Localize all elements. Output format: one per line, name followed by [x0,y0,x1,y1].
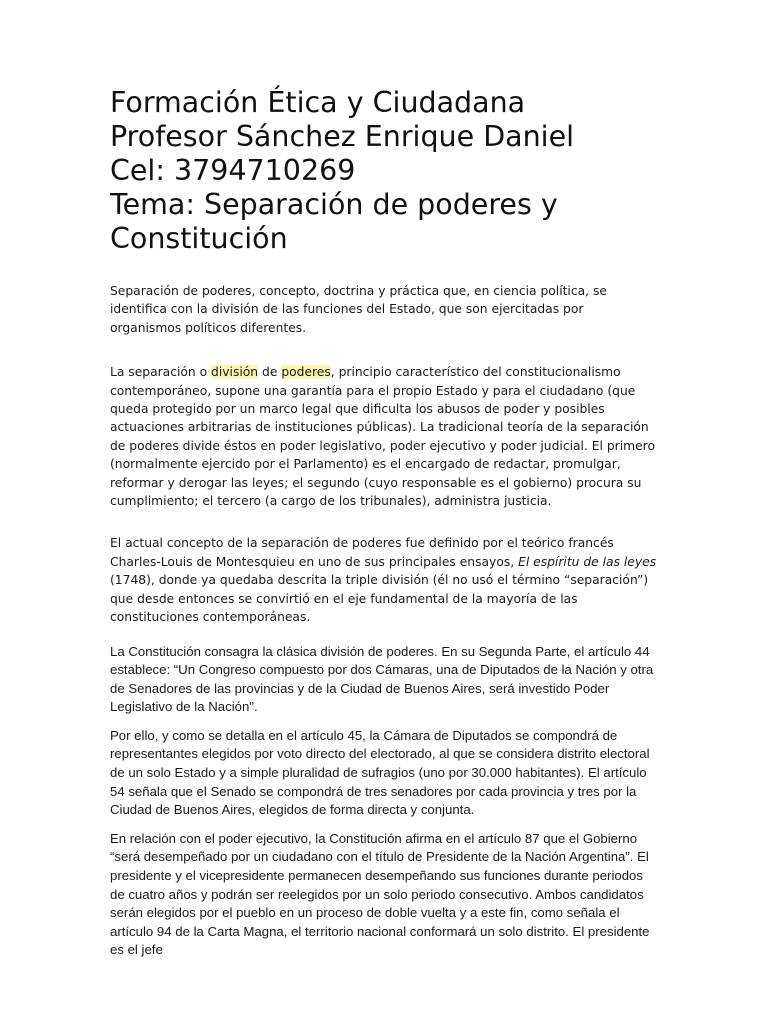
paragraph-montesquieu-post: (1748), donde ya quedaba descrita la triple división (él no usó el término “separación”) que desde entonces se convirtió en el eje fundamental de la mayoría de las constituciones contemporáneas. [110,573,649,625]
link-division[interactable]: división [211,365,259,380]
document-page [110,86,658,970]
heading-topic: Tema: Separación de poderes y [110,188,558,221]
paragraph-diputados [110,727,658,820]
paragraph-principle-post: , principio característico del constitucionalismo contemporáneo, supone una garantía para el propio Estado y para el ciudadano (que queda protegido por un marco legal que dificulta los abusos de poder y posibles actuaciones arbitrarias de instituciones públicas). La tradicional teoría de la separación de poderes divide éstos en poder legislativo, poder ejecutivo y poder judicial. El primero (normalmente ejercido por el Parlamento) es el encargado de redactar, promulgar, reformar y derogar las leyes; el segundo (cuyo responsable es el gobierno) procura su cumplimiento; el tercero (a cargo de los tribunales), administra justicia. [110,365,655,509]
paragraph-ejecutivo [110,830,658,960]
link-poderes[interactable]: poderes [281,365,331,380]
paragraph-constitution-text: La Constitución consagra la clásica división de poderes. En su Segunda Parte, el artículo 44 establece: “Un Congreso compuesto por dos Cámaras, una de Diputados de la Nación y otra de Senadores de las provincias y de la Ciudad de Buenos Aires, será investido Poder Legislativo de la Nación". [110,643,654,715]
paragraph-constitution [110,643,658,717]
paragraph-ejecutivo-text: En relación con el poder ejecutivo, la Constitución afirma en el artículo 87 que el Gobierno “será desempeñado por un ciudadano con el título de Presidente de la Nación Argentina”. El presidente y el vicepresidente permanecen desempeñando sus funciones durante periodos de cuatro años y podrán ser reelegidos por un solo periodo consecutivo. Ambos candidatos serán elegidos por el pueblo en un proceso de doble vuelta y a este fin, como señala el artículo 94 de la Carta Magna, el territorio nacional conformará un solo distrito. El presidente es el jefe [110,830,650,958]
paragraph-principle-pre: La separación o [110,365,212,380]
heading-phone: Cel: 3794710269 [110,154,356,187]
document-heading [110,86,658,256]
heading-topic-cont: Constitución [110,222,288,255]
paragraph-principle-mid: de [258,365,282,380]
paragraph-montesquieu [110,534,658,626]
paragraph-montesquieu-pre: El actual concepto de la separación de poderes fue definido por el teórico francés Charles-Louis de Montesquieu en uno de sus principales ensayos, [110,536,614,569]
paragraph-diputados-text: Por ello, y como se detalla en el artículo 45, la Cámara de Diputados se compondrá de representantes elegidos por voto directo del electorado, al que se considera distrito electoral de un solo Estado y a simple pluralidad de sufragios (uno por 30.000 habitantes). El artículo 54 señala que el Senado se compondrá de tres senadores por cada provincia y tres por la Ciudad de Buenos Aires, elegidos de forma directa y conjunta. [110,727,650,818]
heading-teacher: Profesor Sánchez Enrique Daniel [110,120,575,153]
paragraph-definition-text: Separación de poderes, concepto, doctrina y práctica que, en ciencia política, se identifica con la división de las funciones del Estado, que son ejercitadas por organismos políticos diferentes. [110,284,607,335]
paragraph-definition [110,282,658,337]
book-title: El espíritu de las leyes [518,554,657,569]
paragraph-principle [110,363,658,510]
heading-subject: Formación Ética y Ciudadana [110,86,526,119]
